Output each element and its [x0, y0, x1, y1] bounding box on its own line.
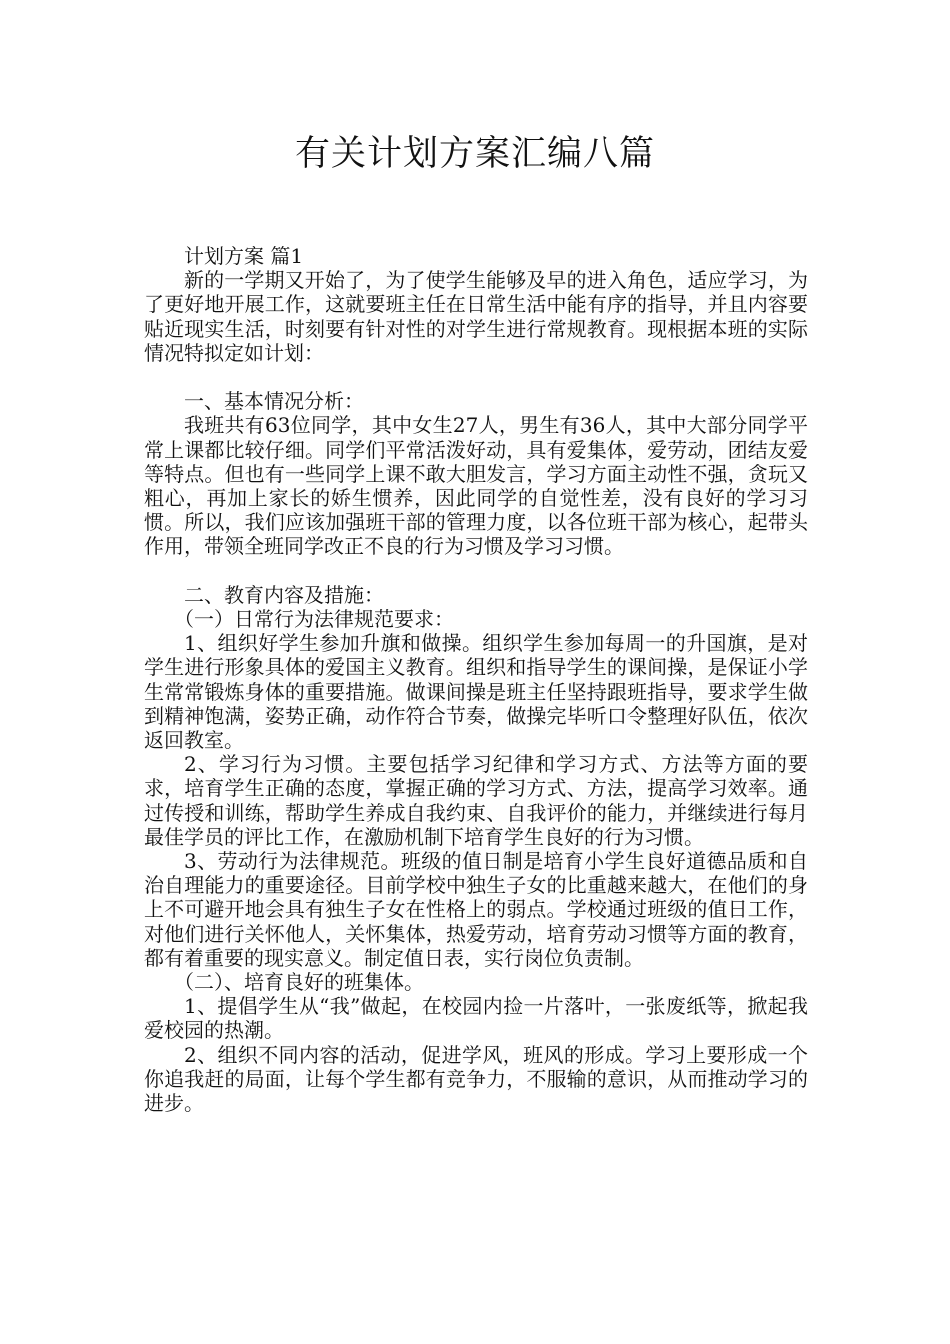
collective-paragraph-1: 1、提倡学生从“我”做起，在校园内捡一片落叶，一张废纸等，掀起我爱校园的热潮。: [144, 994, 808, 1043]
subsection-heading-class-collective: （二）、培育良好的班集体。: [174, 970, 424, 995]
measure-paragraph-2: 2、学习行为习惯。主要包括学习纪律和学习方式、方法等方面的要求，培育学生正确的态度，掌握正确的学习方式、方法，提高学习效率。通过传授和训练，帮助学生养成自我约束、自我评价的能力，并继续进行每月最佳学员的评比工作，在激励机制下培育学生良好的行为习惯。: [144, 752, 808, 849]
measure-paragraph-1: 1、组织好学生参加升旗和做操。组织学生参加每周一的升国旗，是对学生进行形象具体的爱国主义教育。组织和指导学生的课间操，是保证小学生常常锻炼身体的重要措施。做课间操是班主任坚持跟班指导，要求学生做到精神饱满，姿势正确，动作符合节奏，做操完毕听口令整理好队伍，依次返回教室。: [144, 631, 808, 753]
intro-paragraph: 新的一学期又开始了，为了使学生能够及早的进入角色，适应学习，为了更好地开展工作，这就要班主任在日常生活中能有序的指导，并且内容要贴近现实生活，时刻要有针对性的对学生进行常规教育。现根据本班的实际情况特拟定如计划：: [144, 268, 808, 365]
collective-paragraph-2: 2、组织不同内容的活动，促进学风，班风的形成。学习上要形成一个你追我赶的局面，让每个学生都有竞争力，不服输的意识，从而推动学习的进步。: [144, 1042, 808, 1116]
section-heading-education-measures: 二、教育内容及措施：: [184, 582, 384, 607]
document-body: [144, 244, 808, 1115]
subsection-heading-daily-behavior: （一）日常行为法律规范要求：: [174, 607, 454, 632]
document-title: 有关计划方案汇编八篇: [294, 134, 655, 174]
measure-paragraph-3: 3、劳动行为法律规范。班级的值日制是培育小学生良好道德品质和自治自理能力的重要途径。目前学校中独生子女的比重越来越大，在他们的身上不可避开地会具有独生子女在性格上的弱点。学校通过班级的值日工作，对他们进行关怀他人，关怀集体，热爱劳动，培育劳动习惯等方面的教育，都有着重要的现实意义。制定值日表，实行岗位负责制。: [144, 849, 808, 970]
section-heading-basic-analysis: 一、基本情况分析：: [184, 389, 364, 414]
section-heading-plan-1: 计划方案 篇1: [184, 244, 304, 268]
analysis-paragraph: 我班共有63位同学，其中女生27人，男生有36人，其中大部分同学平常上课都比较仔细。同学们平常活泼好动，具有爱集体，爱劳动，团结友爱等特点。但也有一些同学上课不敢大胆发言，学习方面主动性不强，贪玩又粗心，再加上家长的娇生惯养，因此同学的自觉性差，没有良好的学习习惯。所以，我们应该加强班干部的管理力度，以各位班干部为核心，起带头作用，带领全班同学改正不良的行为习惯及学习习惯。: [144, 413, 808, 559]
